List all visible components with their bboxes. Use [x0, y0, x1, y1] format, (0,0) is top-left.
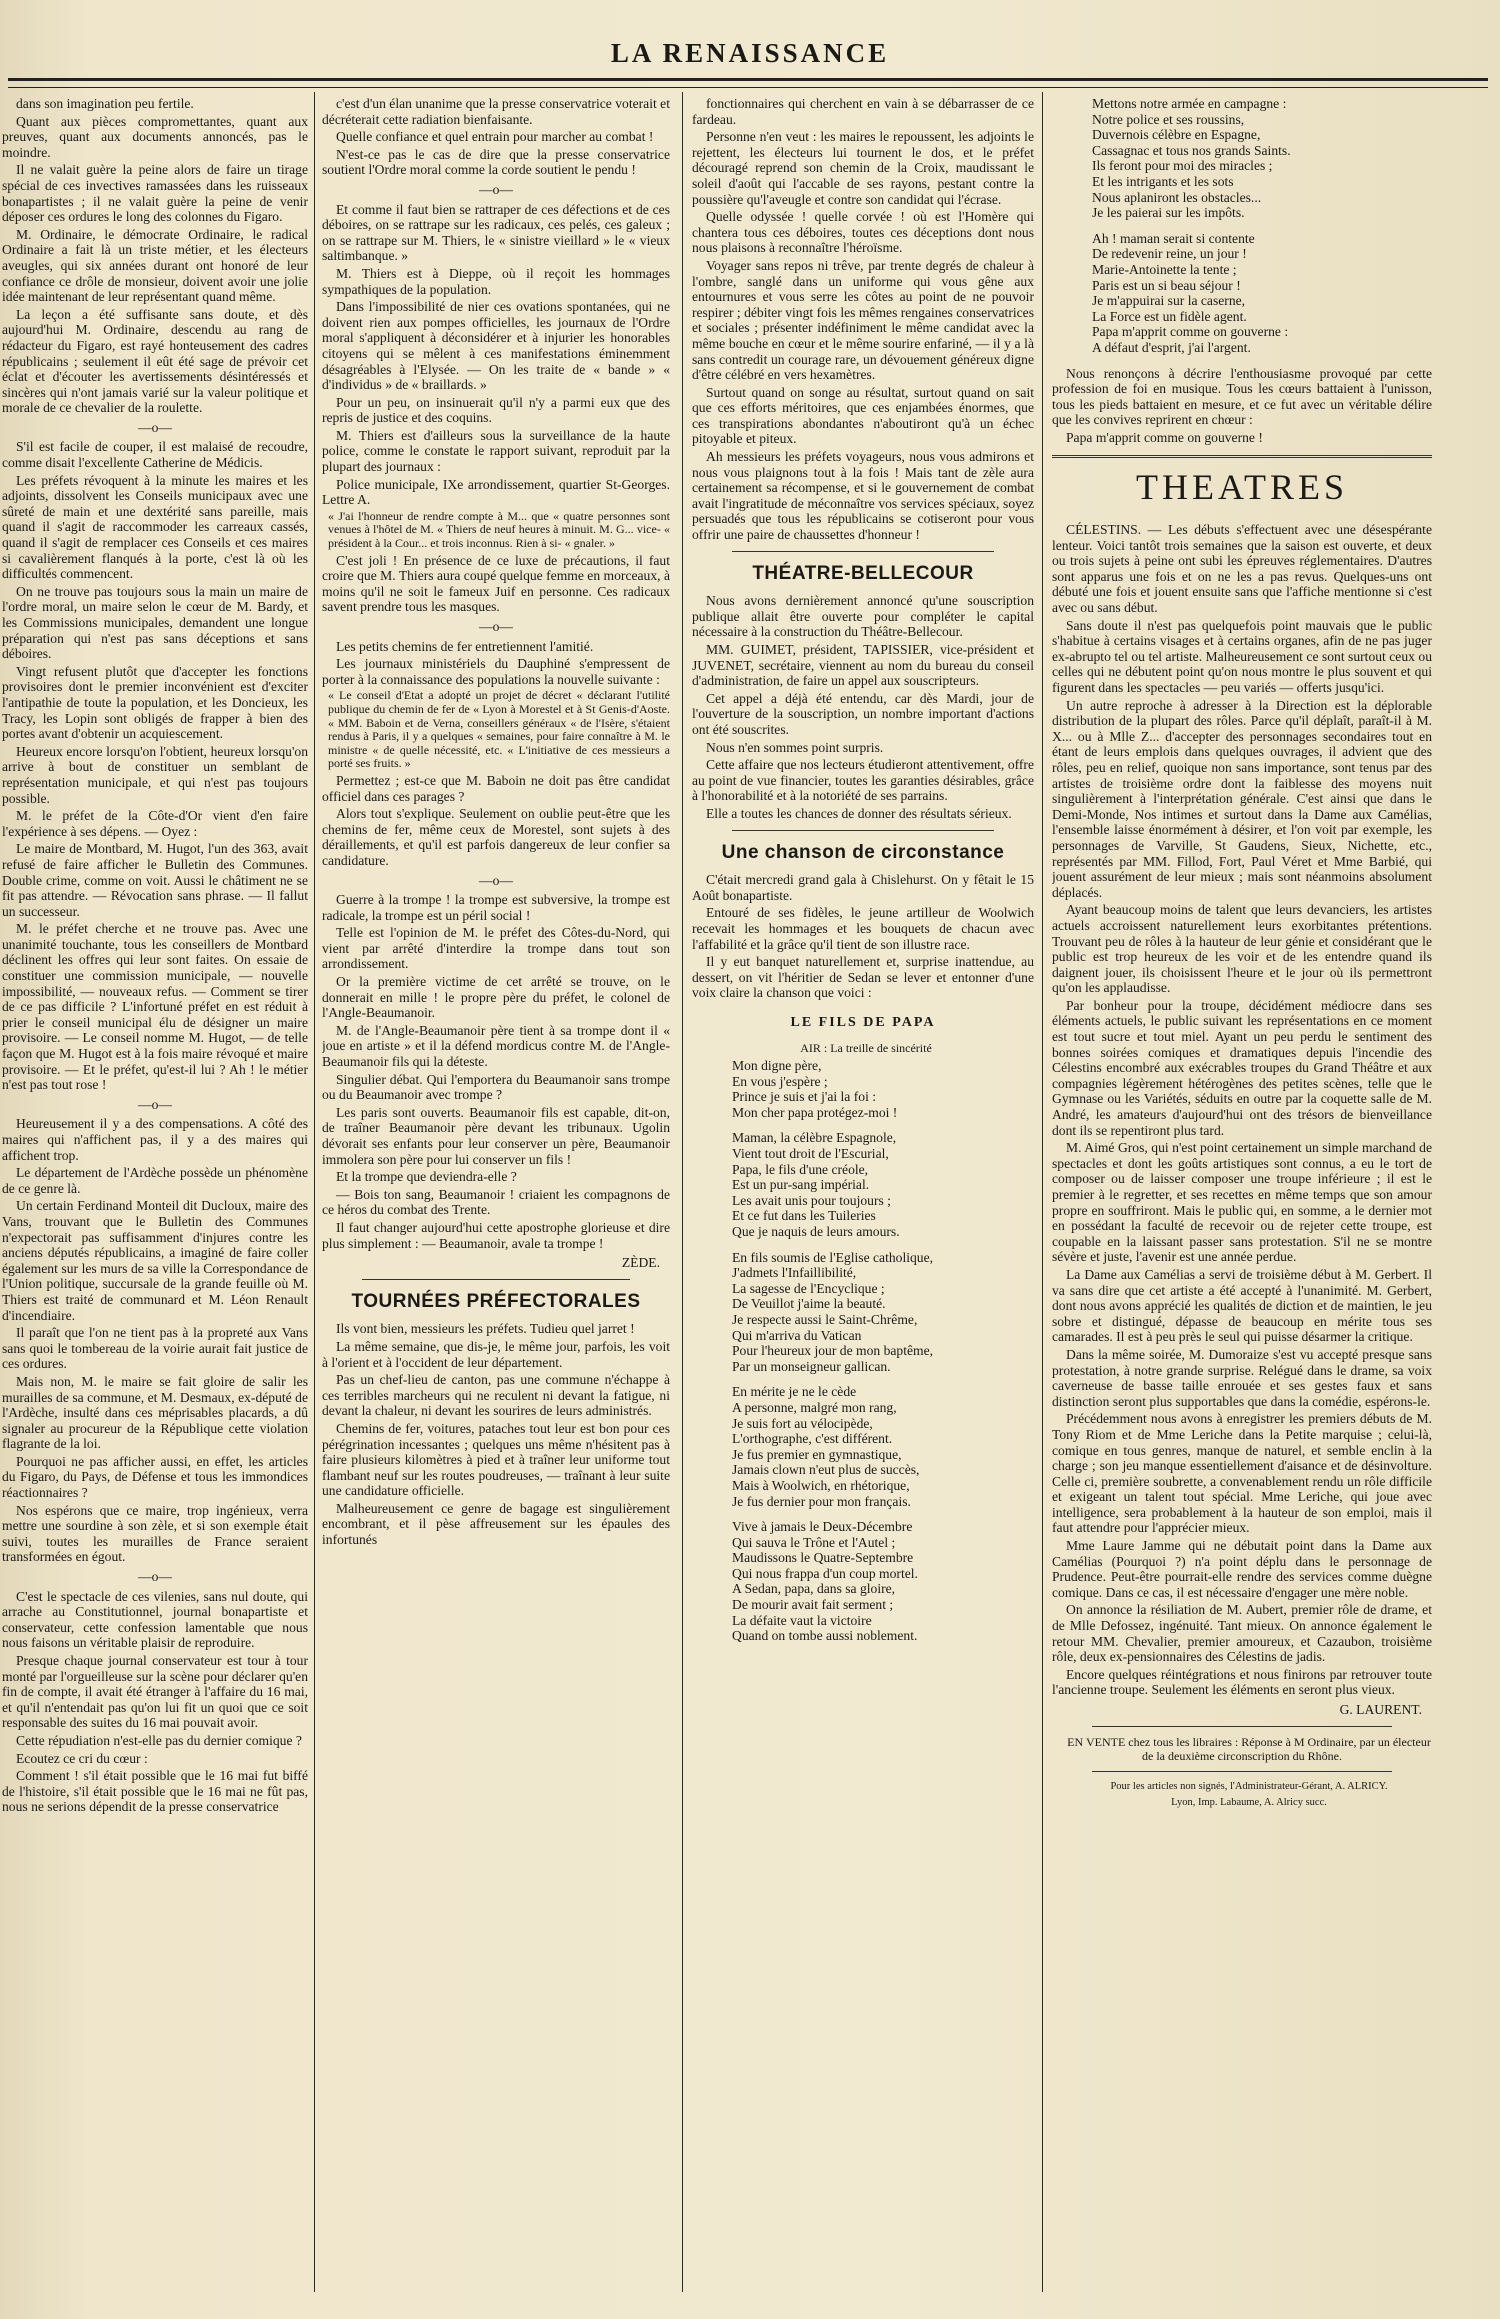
section-separator: —o— — [479, 872, 513, 888]
section-separator: —o— — [479, 619, 513, 634]
paragraph: Presque chaque journal conservateur est tour à tour monté par l'orgueilleuse sur la scène pour déclarer qu'en fin de compte, il avait été étranger à l'affaire du 16 mai, et qu'il n'entendait pas qu'on lui fit un quoi que ce soit responsable des suites du 16 mai pouvait avoir. — [2, 1653, 308, 1731]
column-2-article — [322, 96, 670, 1251]
column-2-article-b — [322, 1321, 670, 1547]
verse-line: Qui nous frappa d'un coup mortel. — [732, 1565, 918, 1581]
column-4-article-b — [1052, 522, 1432, 1698]
verse-line: Je fus premier en gymnastique, — [732, 1446, 902, 1462]
verse-line: La défaite vaut la victoire — [732, 1612, 872, 1628]
verse-line: Que je naquis de leurs amours. — [732, 1224, 900, 1239]
verse-line: Prince je suis et j'ai la foi : — [732, 1089, 877, 1105]
paragraph: C'était mercredi grand gala à Chislehurst. On y fêtait le 15 Août bonapartiste. — [692, 872, 1034, 903]
paragraph: Mme Laure Jamme qui ne débutait point dans la Dame aux Camélias (Pourquoi ?) n'a point déplu dans le personnage de Prudence. Peut-être pourrait-elle rendre des services comme duègne comique. Dans ce cas, il est nécessaire d'engager une mère noble. — [1052, 1538, 1432, 1600]
paragraph: Et comme il faut bien se rattraper de ces défections et de ces déboires, on se rattrape sur les radicaux, ces pelés, ces galeux ; on se rattrape sur M. Thiers, le « sinistre vieillard » le « vieux saltimbanque. » — [322, 201, 670, 264]
column-rule — [682, 92, 683, 2292]
heading-chanson: Une chanson de circonstance — [721, 841, 1005, 863]
stanza — [1052, 96, 1432, 221]
paragraph: Malheureusement ce genre de bagage est singulièrement encombrant, et il pèse affreusement sur les épaules des infortunés — [322, 1500, 670, 1548]
divider — [1052, 455, 1432, 458]
paragraph: Il ne valait guère la peine alors de faire un tirage spécial de ces invectives ramassées dans les ruisseaux bonapartistes ; il ne valait guère la peine de venir déposer ces ordures le long des colonnes du Figaro. — [2, 162, 308, 225]
paragraph: M. Thiers est à Dieppe, où il reçoit les hommages sympathiques de la population. — [322, 265, 670, 297]
paragraph: La Dame aux Camélias a servi de troisième début à M. Gerbert. Il va sans dire que cet artiste a été accepté à l'unanimité. M. Gerbert, dont nous avons apprécié les qualités de diction et de maintien, le jeu sobre et distingué, dépasse de beaucoup en mérite tous ses camarades. Il est à peu près le seul qui puisse désarmer la critique. — [1052, 1266, 1432, 1345]
verse-line: J'admets l'Infaillibilité, — [732, 1265, 857, 1281]
paragraph: M. de l'Angle-Beaumanoir père tient à sa trompe dont il « joue en artiste » et il la défend mordicus contre M. de l'Angle-Beaumanoir fils qui la déteste. — [322, 1022, 670, 1070]
paragraph: Elle a toutes les chances de donner des résultats sérieux. — [706, 805, 1012, 821]
paragraph: C'est joli ! En présence de ce luxe de précautions, il faut croire que M. Thiers aura coupé quelque femme en morceaux, à moins qu'il ne soit le fameux Juif en personne. Ces radicaux savent prendre tous les masques. — [322, 552, 670, 615]
verse-line: Paris est un si beau séjour ! — [1092, 277, 1241, 293]
stanza — [692, 1384, 1034, 1509]
verse-line: De redevenir reine, un jour ! — [1092, 246, 1247, 262]
paragraph: Guerre à la trompe ! la trompe est subversive, la trompe est radicale, la trompe est un péril social ! — [322, 892, 670, 923]
paragraph: Les préfets révoquent à la minute les maires et les adjoints, dissolvent les Conseils municipaux avec une sûreté de main et une dextérité sans pareille, mais quand il s'agit de raccommoder les carreaux cassés, quand il s'agit de remplacer ces Conseils et ces maires si cavalièrement flanqués à la porte, c'est là où les difficultés commencent. — [2, 472, 308, 582]
verse-line: Et les intrigants et les sots — [1092, 173, 1234, 189]
footer-sale: EN VENTE chez tous les libraires : Réponse à M Ordinaire, par un électeur de la deuxième circonscription du Rhône. — [1067, 1734, 1431, 1763]
paragraph: Nos espérons que ce maire, trop ingénieux, verra mettre une sourdine à son zèle, et si son exemple était suivi, toutes les murailles de France seraient transformées en égout. — [2, 1502, 308, 1565]
masthead: LA RENAISSANCE — [610, 38, 890, 68]
verse-line: Par un monseigneur gallican. — [732, 1358, 891, 1374]
verse-line: Pour l'heureux jour de mon baptême, — [732, 1343, 934, 1359]
section-separator: —o— — [479, 181, 513, 197]
paragraph: M. Ordinaire, le démocrate Ordinaire, le radical Ordinaire a fait là un triste métier, et les électeurs aveugles, qui six années durant ont honoré de leur confiance ce drôle de monsieur, doivent avoir une jolie idée maintenant de leur représentant quand même. — [2, 226, 308, 305]
paragraph: Il paraît que l'on ne tient pas à la propreté aux Vans sans quoi le tombereau de la voirie aurait fait justice de ces ordures. — [2, 1325, 308, 1372]
column-3 — [692, 96, 1034, 2286]
verse-line: Mettons notre armée en campagne : — [1092, 96, 1287, 111]
paragraph: Les journaux ministériels du Dauphiné s'empressent de porter à la connaissance des populations la nouvelle suivante : — [322, 656, 670, 687]
verse-line: En vous j'espère ; — [732, 1073, 828, 1089]
column-4-verses — [1052, 96, 1432, 356]
masthead-rule — [8, 78, 1488, 88]
verse-line: Qui m'arriva du Vatican — [732, 1327, 862, 1343]
paragraph: C'est le spectacle de ces vilenies, sans nul doute, qui arrache au Constitutionnel, journal bonapartiste et conservateur, cette confession lamentable que nous nous faisons un véritable plaisir de reproduire. — [2, 1588, 308, 1651]
footer-admin: Pour les articles non signés, l'Administrateur-Gérant, A. ALRICY. — [1110, 1780, 1388, 1792]
paragraph: Dans la même soirée, M. Dumoraize s'est vu accepté presque sans protestation, à notre grande surprise. Relégué dans le drame, sa voix caverneuse de basse taille enrouée et ses gestes faux et sans distinction seront plus supportables que dans la comédie, espérons-le. — [1052, 1346, 1432, 1409]
paragraph: Or la première victime de cet arrêté se trouve, on le donnerait en mille ! le propre père du préfet, le colonel de l'Angle-Beaumanoir. — [322, 974, 670, 1021]
paragraph: Ah messieurs les préfets voyageurs, nous vous admirons et nous vous plaignons tout à la fois ! Mais tant de zèle aura certainement sa récompense, et si le gouvernement de combat avait l'ingratitude de méconnaître vos services spéciaux, soyez persuadés que tous les républicains se cotiseront pour vous offrir une paire de chaussettes d'honneur ! — [692, 449, 1034, 543]
divider — [732, 830, 994, 831]
section-separator: —o— — [138, 419, 172, 435]
paragraph: Mais non, M. le maire se fait gloire de salir les murailles de sa commune, et M. Desmaux, ex-député de l'Ardèche, insulté dans ces méprisables placards, a dû signaler au procureur de la République cette violation flagrante de la loi. — [2, 1373, 308, 1452]
paragraph: CÉLESTINS. — Les débuts s'effectuent avec une désespérante lenteur. Voici tantôt trois semaines que la saison est ouverte, et deux ou trois sujets à peine ont subi les épreuves réglementaires. D'autres sont apparus une fois et on ne les a pas revus. Quelques-uns ont débuté une fois et jouent ensuite sans que l'affiche mentionne si c'est avec ou sans début. — [1052, 522, 1432, 616]
stanza — [1052, 231, 1432, 356]
paragraph: La même semaine, que dis-je, le même jour, parfois, les voit à l'orient et à l'occident de leur département. — [322, 1338, 670, 1370]
paragraph: Personne n'en veut : les maires le repoussent, les adjoints le rejettent, les électeurs lui tournent le dos, et le préfet découragé reprend son chemin de la Croix, maudissant le soleil d'août qui l'accable de ses rayons, pestant contre la poussière qu'l'aveugle et contre son candidat qui l'écrase. — [692, 129, 1034, 207]
verse-line: Et ce fut dans les Tuileries — [732, 1208, 876, 1224]
paragraph: Pourquoi ne pas afficher aussi, en effet, les articles du Figaro, du Pays, de Défense et tous les immondices réactionnaires ? — [2, 1453, 308, 1501]
paragraph: Dans l'impossibilité de nier ces ovations spontanées, qui ne doivent rien aux pompes officielles, les journaux de l'Ordre moral s'appliquent à déconsidérer et à injurier les honorables citoyens qui se mêlent à ces manifestations éminemment désagréables à l'Elysée. — On les traite de « bande » « d'individus » de « braillards. » — [322, 299, 670, 393]
verse-line: En fils soumis de l'Eglise catholique, — [732, 1249, 934, 1265]
heading-theatres: THEATRES — [1136, 467, 1348, 508]
verse-line: Mon digne père, — [732, 1058, 822, 1074]
verse-line: Les avait unis pour toujours ; — [732, 1192, 891, 1208]
paragraph: Police municipale, IXe arrondissement, quartier St-Georges. Lettre A. — [322, 476, 670, 508]
paragraph: M. le préfet de la Côte-d'Or vient d'en faire l'expérience à ses dépens. — Oyez : — [2, 808, 308, 839]
verse-line: Je suis fort au vélocipède, — [732, 1415, 873, 1431]
stanza — [692, 1130, 1034, 1239]
verse-line: A personne, malgré mon rang, — [732, 1399, 897, 1415]
divider — [362, 1279, 630, 1280]
divider — [732, 551, 994, 552]
paragraph: Entouré de ses fidèles, le jeune artilleur de Woolwich recevait les hommages et les bouquets de chacun avec l'affabilité et la grâce qu'il tient de son illustre race. — [692, 905, 1034, 952]
song-title: LE FILS DE PAPA — [790, 1014, 936, 1030]
stanza — [692, 1250, 1034, 1375]
column-1 — [2, 96, 308, 2286]
paragraph: Nous renonçons à décrire l'enthousiasme provoqué par cette profession de foi en musique. Tous les cœurs battaient à l'unisson, tous les pieds battaient en mesure, et ce fut avec un véritable délire que les convives reprirent en chœur : — [1052, 365, 1432, 428]
paragraph: Comment ! s'il était possible que le 16 mai fut biffé de l'histoire, s'il était possible que le 16 mai ne fût pas, nous ne serions dépendit de la presse conservatrice — [2, 1768, 308, 1815]
paragraph: Vingt refusent plutôt que d'accepter les fonctions provisoires dont le premier inconvénient est d'exciter l'antipathie de toute la population, et les Doncieux, les Tracy, les Lopin sont obligés de frapper à bien des portes avant d'obtenir un acquiescement. — [2, 663, 308, 742]
stanza — [692, 1058, 1034, 1120]
paragraph: — Bois ton sang, Beaumanoir ! criaient les compagnons de ce héros du combat des Trente. — [322, 1186, 670, 1218]
verse-line: L'orthographe, c'est différent. — [732, 1431, 893, 1447]
verse-line: Nous aplaniront les obstacles... — [1092, 189, 1262, 205]
paragraph: Voyager sans repos ni trêve, par trente degrés de chaleur à l'ombre, sanglé dans un uniforme qui vous gêne aux entournures et vous serre les côtes au point de ne pouvoir respirer ; débiter vingt fois les mêmes rengaines conservatrices et sociales ; présenter indéfiniment le même candidat avec la même bouche en cœur et le même sourire enfariné, — il y a là sans contredit un courage rare, un dévouement généreux digne d'être célébré en vers hexamètres. — [692, 257, 1034, 383]
song-air: AIR : La treille de sincérité — [800, 1041, 932, 1056]
paragraph: Papa m'apprit comme on gouverne ! — [1066, 429, 1263, 445]
paragraph: Par bonheur pour la troupe, décidément médiocre dans ses éléments actuels, le public suivant les représentations en ce moment est tout sucre et tout miel. Ayant un peu perdu le sentiment des bonnes soirées comiques et dramatiques depuis l'incendie des Célestins encombré aux exécrables troupes du Grand Théâtre et aux compagnies légèrement hétérogènes des petites scènes, telle que le Gymnase ou les Variétés, séduits en outre par la coquette salle de M. André, les amateurs d'aujourd'hui ont des trésors de bienveillance dont ils se repentiront plus tard. — [1052, 997, 1432, 1138]
verse-line: A défaut d'esprit, j'ai l'argent. — [1092, 339, 1251, 355]
paragraph: Précédemment nous avons à enregistrer les premiers débuts de M. Tony Riom et de Mme Leriche dans la Petite marquise ; celui-là, comique en tous genres, manque de naturel, et semble enclin à la charge ; son jeu manque essentiellement d'aisance et de désinvolture. Celle ci, première soubrette, a convenablement rendu un rôle difficile et exigeant un talent tout spécial. Mme Leriche, qui joue avec intelligence, sera probablement à la hauteur de son emploi, mais il faut attendre pour l'apprécier mieux. — [1052, 1411, 1432, 1536]
paragraph: Quelle odyssée ! quelle corvée ! où est l'Homère qui chantera tous ces déboires, toutes ces déceptions dont nous nous plaisons à reconnaître l'héroïsme. — [692, 209, 1034, 256]
verse-line: Je les paierai sur les impôts. — [1092, 205, 1245, 221]
verse-line: Vive à jamais le Deux-Décembre — [732, 1519, 913, 1535]
paragraph: Quelle confiance et quel entrain pour marcher au combat ! — [336, 129, 654, 145]
paragraph: MM. GUIMET, président, TAPISSIER, vice-président et JUVENET, secrétaire, viennent au nom du bureau du conseil d'administration, de faire un appel aux souscripteurs. — [692, 642, 1034, 689]
divider — [1092, 1771, 1392, 1772]
verse-line: Quand on tombe aussi noblement. — [732, 1628, 918, 1644]
paragraph: Telle est l'opinion de M. le préfet des Côtes-du-Nord, qui vient par arrêté d'interdire la trompe dans tout son arrondissement. — [322, 925, 670, 972]
verse-line: Maudissons le Quatre-Septembre — [732, 1550, 914, 1566]
paragraph: Surtout quand on songe au résultat, surtout quand on sait que ces efforts méritoires, que ces enjambées énormes, que ces transpirations abondantes n'aboutiront qu'à un échec pitoyable et piteux. — [692, 384, 1034, 447]
paragraph: Un autre reproche à adresser à la Direction est la déplorable distribution de la plupart des rôles. Parce qu'il déplaît, paraît-il à M. X... ou à Mlle Z... d'accepter des personnages secondaires tout en étant de leurs emplois dans quelques ouvrages, il advient que des rôles, peu en relief, quoique non sans importance, sont tenus par des artistes de troisième ordre dont la faiblesse des moyens nuit singulièrement à l'interprétation générale. C'est ainsi que dans le Demi-Monde, Nos intimes et surtout dans la Dame aux Camélias, l'ensemble laisse énormément à désirer, et l'on voit par exemple, les personnages de Varville, St Gaudens, Sieux, Nichette, etc., représentés par MM. Fillod, Fort, Paul Véret et Mme Barbié, qui jouent assurément de leur mieux ; mais sont néanmoins absolument déplacés. — [1052, 697, 1432, 900]
verse-line: De mourir avait fait serment ; — [732, 1597, 894, 1613]
paragraph: fonctionnaires qui cherchent en vain à se débarrasser de ce fardeau. — [692, 96, 1034, 127]
paragraph: N'est-ce pas le cas de dire que la presse conservatrice soutient l'Ordre moral comme la corde soutient le pendu ! — [322, 146, 670, 178]
column-4-article — [1052, 366, 1432, 446]
paragraph: Singulier débat. Qui l'emportera du Beaumanoir sans trompe ou du Beaumanoir avec trompe ? — [322, 1071, 670, 1103]
heading-tournees: TOURNÉES PRÉFECTORALES — [351, 1290, 641, 1312]
paragraph: Le département de l'Ardèche possède un phénomène de ce genre là. — [2, 1165, 308, 1196]
verse-line: Je fus dernier pour mon français. — [732, 1493, 911, 1509]
paragraph: Sans doute il n'est pas quelquefois point mauvais que le public s'habitue à certains visages et à certains organes, afin de ne pas juger ex-abrupto tel ou tel artiste. Malheureusement ce sont surtout ceux ou celles qui ne débutent point qu'on nous montre le plus souvent et qui figurent dans les spectacles — peu variés — offerts jusqu'ici. — [1052, 617, 1432, 695]
verse-line: Vient tout droit de l'Escurial, — [732, 1146, 889, 1162]
paragraph: Le maire de Montbard, M. Hugot, l'un des 363, avait refusé de faire afficher le Bulletin des Communes. Double crime, comme on voit. Aussi le châtiment ne se fit pas attendre. — Révocation sans phrase. — Il fallut un successeur. — [2, 841, 308, 919]
paragraph: Cette affaire que nos lecteurs étudieront attentivement, offre au point de vue financier, toutes les garanties désirables, grâce à l'honorabilité et à la notoriété de ses parrains. — [692, 757, 1034, 804]
paragraph: Nous n'en sommes point surpris. — [706, 739, 884, 755]
signature-laurent: G. LAURENT. — [1339, 1702, 1422, 1717]
column-3-article-c — [692, 872, 1034, 1001]
column-3-article-b — [692, 593, 1034, 821]
verse-line: Papa m'apprit comme on gouverne : — [1092, 324, 1289, 340]
paragraph: Ils vont bien, messieurs les préfets. Tudieu quel jarret ! — [336, 1321, 635, 1337]
verse-line: La sagesse de l'Encyclique ; — [732, 1280, 885, 1296]
verse-line: Je respecte aussi le Saint-Chrême, — [732, 1311, 918, 1327]
paragraph: Cet appel a déjà été entendu, car dès Mardi, jour de l'ouverture de la souscription, un nombre important d'actions ont été souscrites. — [692, 690, 1034, 737]
paragraph: Encore quelques réintégrations et nous finirons par retrouver toute l'ancienne troupe. Seulement les éléments en seront plus vieux. — [1052, 1666, 1432, 1698]
verse-line: En mérite je ne le cède — [732, 1384, 857, 1400]
verse-line: Mais à Woolwich, en rhétorique, — [732, 1477, 910, 1493]
paragraph: Cette répudiation n'est-elle pas du dernier comique ? — [16, 1732, 302, 1748]
paragraph: dans son imagination peu fertile. — [16, 96, 194, 111]
paragraph: Pas un chef-lieu de canton, pas une commune n'échappe à ces terribles marcheurs qui ne reculent ni devant la fatigue, ni devant la chaleur, ni devant les sourires de leurs administrés. — [322, 1372, 670, 1419]
paragraph: « J'ai l'honneur de rendre compte à M... que « quatre personnes sont venues à l'hôtel de M. « Thiers de neuf heures à minuit. M. G... vice- « président à la Cour... et trois inconnus. Rien à si- « gnaler. » — [328, 508, 670, 551]
paragraph: Heureux encore lorsqu'on l'obtient, heureux lorsqu'on arrive à bout de constituer un semblant de représentation municipale, et qui n'est pas toujours possible. — [2, 743, 308, 806]
verse-line: Marie-Antoinette la tente ; — [1092, 261, 1237, 277]
paragraph: Chemins de fer, voitures, pataches tout leur est bon pour ces pérégrination incessantes ; quelques uns même n'hésitent pas à faire plusieurs kilomètres à pied et à traîner leur uniforme tout flambant neuf sur les routes poudreuses, — traînant à leur suite une candidature officielle. — [322, 1420, 670, 1499]
paragraph: Permettez ; est-ce que M. Baboin ne doit pas être candidat officiel dans ces parages ? — [322, 772, 670, 804]
verse-line: Notre police et ses roussins, — [1092, 111, 1245, 127]
verse-line: Duvernois célèbre en Espagne, — [1092, 127, 1261, 143]
column-rule — [314, 92, 315, 2292]
verse-line: Jamais clown n'eut plus de succès, — [732, 1462, 920, 1478]
verse-line: De Veuillot j'aime la beauté. — [732, 1296, 886, 1312]
paragraph: On annonce la résiliation de M. Aubert, premier rôle de drame, et de Mlle Defossez, ingénuité. Tant mieux. On annonce également le retour MM. Chevalier, premier amoureux, et Cazaubon, troisième rôle, deux ex-pensionnaires des Célestins de jadis. — [1052, 1602, 1432, 1665]
column-2 — [322, 96, 670, 2286]
paragraph: S'il est facile de couper, il est malaisé de recoudre, comme disait l'excellente Catherine de Médicis. — [2, 439, 308, 471]
divider — [1092, 1726, 1392, 1727]
paragraph: « Le conseil d'Etat a adopté un projet de décret « déclarant l'utilité publique du chemin de fer de « Lyon à Morestel et à St Genis-d'Aoste. « MM. Baboin et de Verna, conseillers généraux « de l'Isère, s'étaient rendus à Paris, il y a quelques « semaines, pour faire connaître à M. le ministre « de quelle nécessité, etc. « L'initiative de ces messieurs a porté ses fruits. » — [328, 688, 670, 771]
paragraph: On ne trouve pas toujours sous la main un maire de l'ordre moral, un maire selon le cœur de M. Bardy, et les Commissions municipales, demandent une longue préparation qui n'est pas sans déceptions et sans déboires. — [2, 583, 308, 662]
paragraph: Quant aux pièces compromettantes, quant aux preuves, quant aux documents annoncés, pas le moindre. — [2, 113, 308, 160]
footer-print: Lyon, Imp. Labaume, A. Alricy succ. — [1171, 1796, 1327, 1808]
paragraph: Ayant beaucoup moins de talent que leurs devanciers, les artistes actuels accroissent naturellement leurs exorbitantes prétentions. Trouvant peu de rôles à la hauteur de leur génie et considérant que le public est trop heureux de les voir et de les entendre quand ils daignent jouer, ils choisissent l'heure et le jour où ils permettront qu'on les applaudisse. — [1052, 902, 1432, 996]
heading-theatre-bellecour: THÉATRE-BELLECOUR — [752, 562, 974, 584]
section-separator: —o— — [138, 1569, 172, 1585]
column-3-article — [692, 96, 1034, 543]
column-rule — [1042, 92, 1043, 2292]
signature-zede: ZÈDE. — [621, 1255, 660, 1271]
stanza — [692, 1519, 1034, 1644]
verse-line: Cassagnac et tous nos grands Saints. — [1092, 142, 1291, 158]
verse-line: Mon cher papa protégez-moi ! — [732, 1104, 898, 1120]
verse-line: A Sedan, papa, dans sa gloire, — [732, 1581, 896, 1597]
paragraph: Un certain Ferdinand Monteil dit Ducloux, maire des Vans, trouvant que le Bulletin des Communes n'expectorait pas suffisamment d'injures contre les anciens députés républicains, a imaginé de faire coller également sur les murs de sa ville la Correspondance de l'Union politique, succursale de la grande feuille où M. Thiers est traité de communard et M. Léon Renault d'incendiaire. — [2, 1198, 308, 1323]
verse-line: Ils feront pour moi des miracles ; — [1092, 158, 1273, 174]
paragraph: Et la trompe que deviendra-elle ? — [336, 1169, 517, 1185]
paragraph: Les petits chemins de fer entretiennent l'amitié. — [336, 638, 594, 654]
paragraph: M. Aimé Gros, qui n'est point certainement un simple marchand de spectacles et dont les goûts artistiques sont connus, a eu le tort de composer ou de laisser composer une troupe inférieure ; il est le premier à le regretter, et ses recettes en même temps que son amour propre en souffriront. Mais le public qui, en somme, a le dernier mot en possédant la faculté de recevoir ou de rejeter cette troupe, est coupable en la laissant passer sans protestation. S'il ne se montre sévère et juste, l'avenir est une année perdue. — [1052, 1140, 1432, 1265]
paragraph: Il y eut banquet naturellement et, surprise inattendue, au dessert, on vit l'héritier de Sedan se lever et entonner d'une voix claire la chanson que voici : — [692, 954, 1034, 1001]
verse-line: Ah ! maman serait si contente — [1092, 230, 1255, 246]
paragraph: Nous avons dernièrement annoncé qu'une souscription publique allait être ouverte pour compléter le capital nécessaire à la construction du Théâtre-Bellecour. — [692, 593, 1034, 640]
verse-line: Maman, la célèbre Espagnole, — [732, 1130, 897, 1146]
paragraph: c'est d'un élan unanime que la presse conservatrice voterait et décréterait cette radiation bienfaisante. — [322, 96, 670, 127]
paragraph: Il faut changer aujourd'hui cette apostrophe glorieuse et dire plus simplement : — Beaumanoir, avale ta trompe ! — [322, 1219, 670, 1251]
paragraph: Heureusement il y a des compensations. A côté des maires qui n'affichent pas, il y a des maires qui affichent trop. — [2, 1116, 308, 1163]
verse-line: La Force est un fidèle agent. — [1092, 308, 1247, 324]
song-stanzas — [692, 1058, 1034, 1644]
section-separator: —o— — [138, 1096, 172, 1112]
paragraph: Pour un peu, on insinuerait qu'il n'y a parmi eux que des repris de justice et des coquins. — [322, 394, 670, 426]
paragraph: M. Thiers est d'ailleurs sous la surveillance de la haute police, comme le constate le rapport suivant, reproduit par la plupart des journaux : — [322, 427, 670, 475]
paragraph: La leçon a été suffisante sans doute, et dès aujourd'hui M. Ordinaire, descendu au rang de rédacteur du Figaro, est rayé honteusement des cadres républicains ; seulement il eût été sage de prévoir cet éclat et d'écouter les avertissements désintéressés et sincères qui n'ont jamais varié sur la valeur politique et morale de ce chevalier de la roulette. — [2, 306, 308, 416]
verse-line: Est un pur-sang impérial. — [732, 1177, 870, 1193]
verse-line: Papa, le fils d'une créole, — [732, 1161, 869, 1177]
paragraph: Alors tout s'explique. Seulement on oublie peut-être que les chemins de fer, même ceux de Morestel, sont sujets à des déraillements, et qu'il est parfois dangereux de leur confier sa candidature. — [322, 806, 670, 868]
paragraph: Ecoutez ce cri du cœur : — [16, 1750, 148, 1766]
paragraph: Les paris sont ouverts. Beaumanoir fils est capable, dit-on, de traîner Beaumanoir père devant les tribunaux. Ugolin dévorait ses enfants pour leur conserver un père, Beaumanoir immolera son père pour lui conserver un fils ! — [322, 1104, 670, 1167]
verse-line: Qui sauva le Trône et l'Autel ; — [732, 1534, 896, 1550]
verse-line: Je m'appuirai sur la caserne, — [1092, 293, 1246, 309]
column-4 — [1052, 96, 1432, 2286]
paragraph: M. le préfet cherche et ne trouve pas. Avec une unanimité touchante, tous les conseillers de Montbard déclinent les offres qui leur sont faites. On essaie de constituer une commission municipale, — nouvelle impossibilité, — nouveaux refus. — Comment se tirer de ce pas difficile ? L'infortuné préfet en est réduit à prier le conseil municipal élu de désigner un maire provisoire. — Le conseil nomme M. Hugot, — de telle façon que M. Hugot est à la fois maire révoqué et maire provisoire. — Et le préfet, qu'est-il lui ? Ah ! le métier n'est pas tout rose ! — [2, 921, 308, 1093]
